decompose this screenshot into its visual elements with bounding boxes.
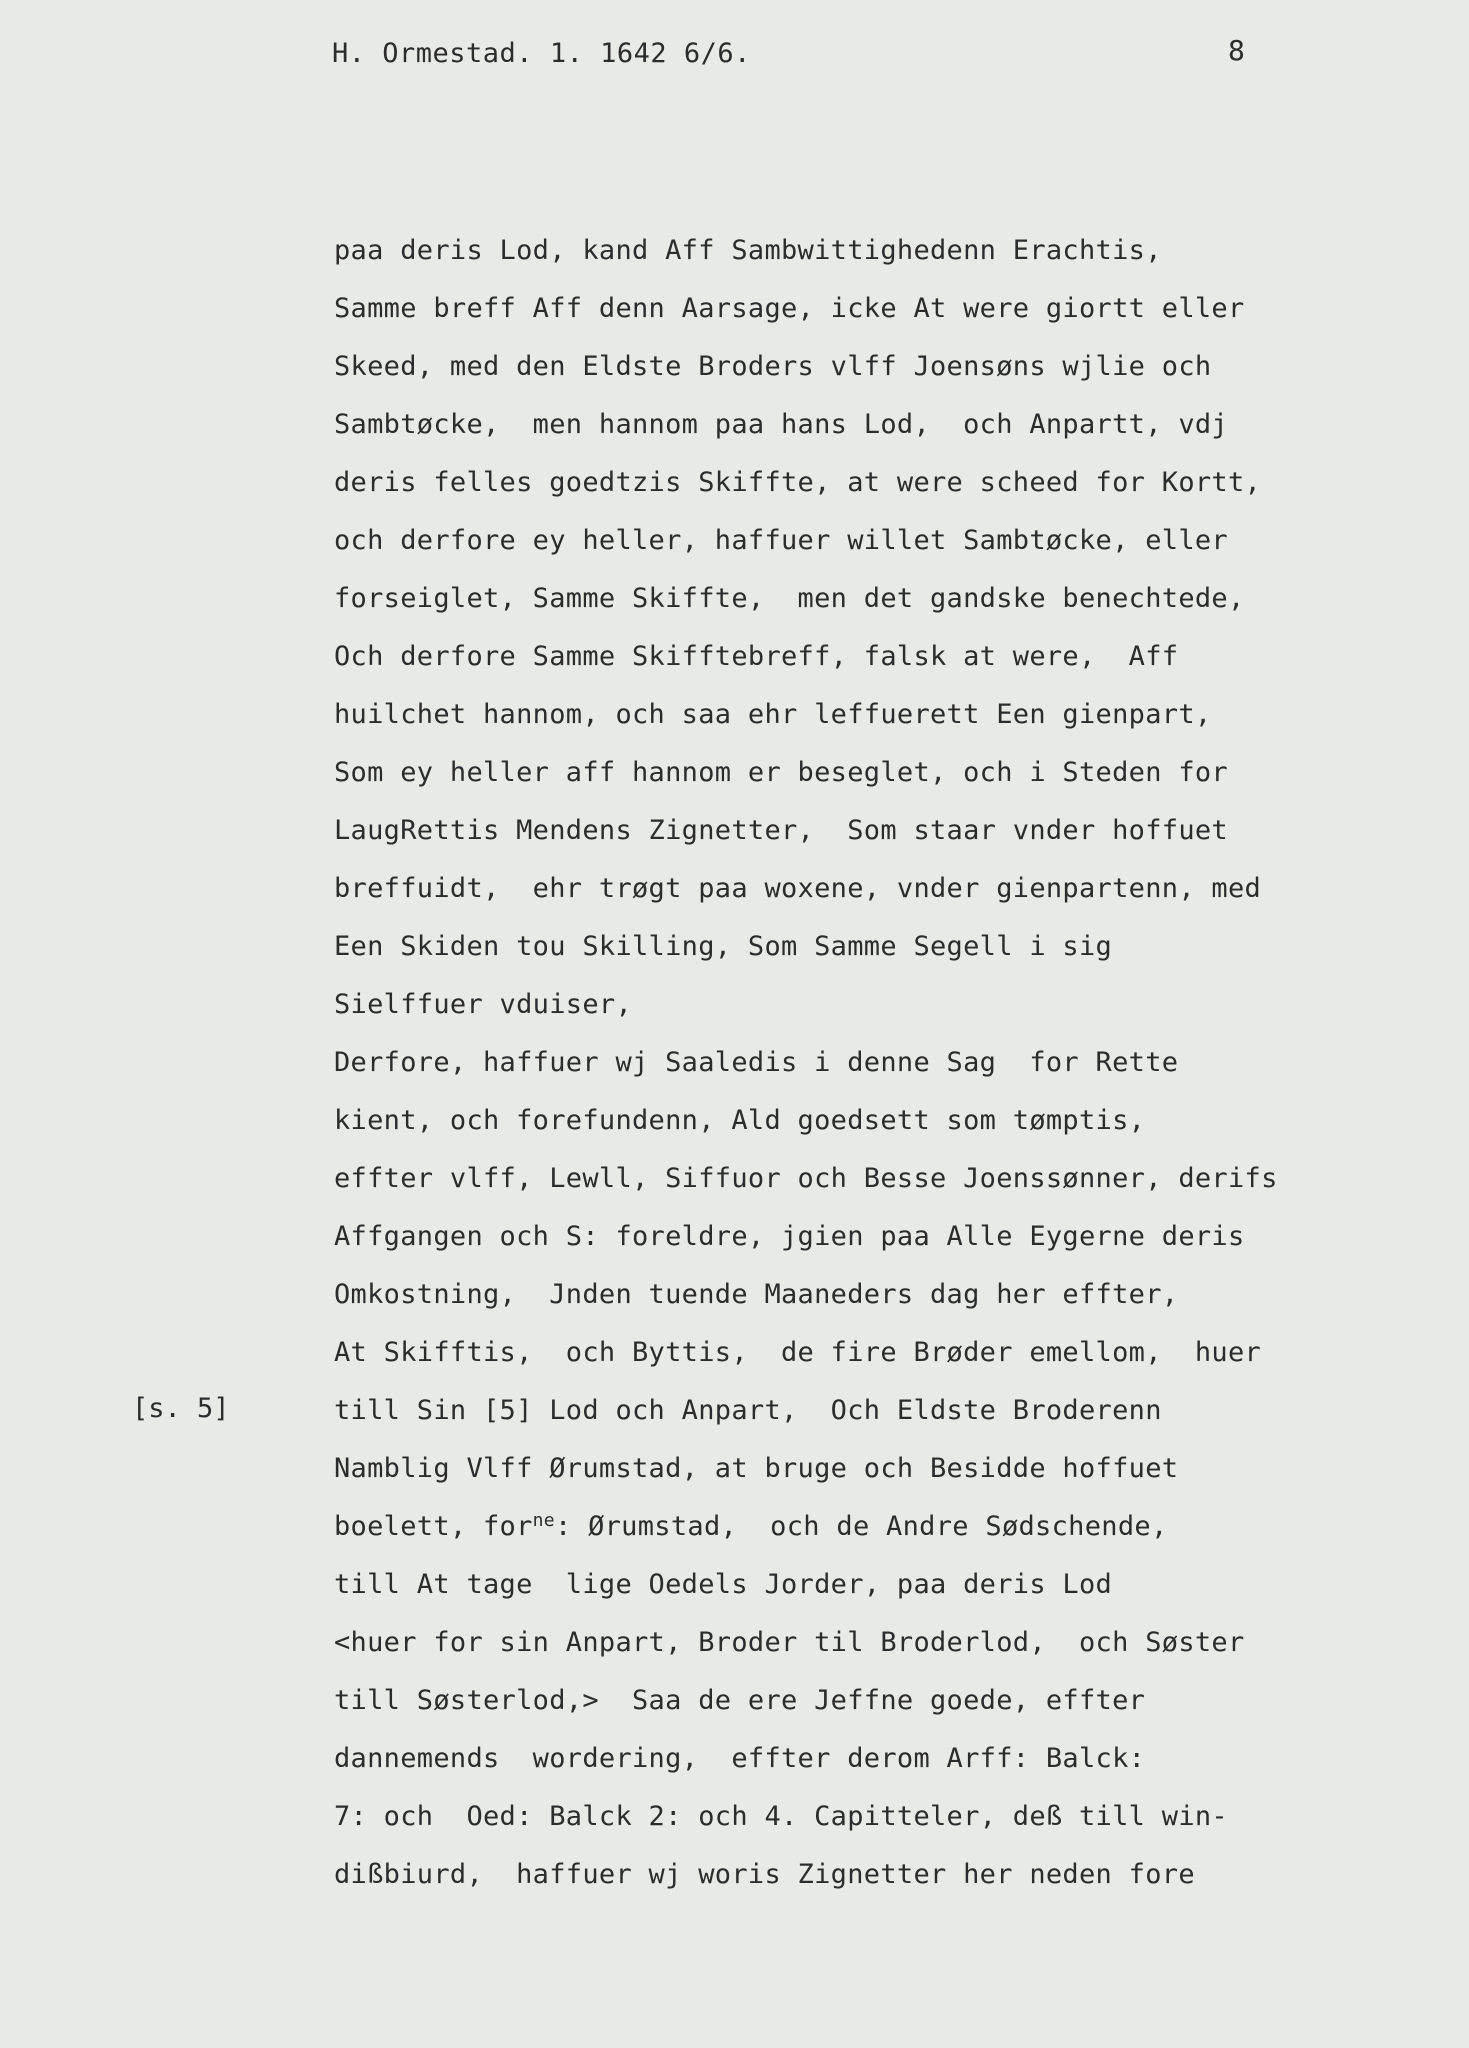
page-number: 8	[1228, 34, 1245, 67]
text-line-4: Sambtøcke, men hannom paa hans Lod, och Anpartt, vdj	[334, 409, 1228, 440]
superscript-ne: ne	[532, 1510, 555, 1531]
text-line-13: Een Skiden tou Skilling, Som Samme Segell i sig	[334, 931, 1113, 962]
text-line-11: LaugRettis Mendens Zignetter, Som staar vnder hoffuet	[334, 815, 1228, 846]
text-line-19: Omkostning, Jnden tuende Maaneders dag her effter,	[334, 1279, 1179, 1310]
text-line-3: Skeed, med den Eldste Broders vlff Joensøns wjlie och	[334, 351, 1212, 382]
text-line-18: Affgangen och S: foreldre, jgien paa Alle Eygerne deris	[334, 1221, 1245, 1252]
text-line-7: forseiglet, Samme Skiffte, men det gandske benechtede,	[334, 583, 1245, 614]
text-line-14: Sielffuer vduiser,	[334, 989, 632, 1020]
text-line-8: Och derfore Samme Skifftebreff, falsk at were, Aff	[334, 641, 1179, 672]
text-line-28: 7: och Oed: Balck 2: och 4. Capitteler, deß till win-	[334, 1801, 1228, 1832]
text-line-6: och derfore ey heller, haffuer willet Sambtøcke, eller	[334, 525, 1228, 556]
text-line-9: huilchet hannom, och saa ehr leffuerett Een gienpart,	[334, 699, 1212, 730]
text-line-22: Namblig Vlff Ørumstad, at bruge och Besidde hoffuet	[334, 1453, 1179, 1484]
margin-note: [s. 5]	[132, 1393, 230, 1424]
page-header-title: H. Ormestad. 1. 1642 6/6.	[332, 38, 751, 69]
text-line-2: Samme breff Aff denn Aarsage, icke At were giortt eller	[334, 293, 1245, 324]
text-line-10: Som ey heller aff hannom er beseglet, och i Steden for	[334, 757, 1228, 788]
text-line-1: paa deris Lod, kand Aff Sambwittighedenn Erachtis,	[334, 235, 1162, 266]
text-line-23	[334, 1498, 1444, 1556]
text-line-20: At Skifftis, och Byttis, de fire Brøder emellom, huer	[334, 1337, 1262, 1368]
transcription-body	[334, 222, 1444, 1904]
text-line-23-end: : Ørumstad, och de Andre Sødschende,	[554, 1511, 1168, 1542]
text-line-27: dannemends wordering, effter derom Arff: Balck:	[334, 1743, 1146, 1774]
text-line-29: dißbiurd, haffuer wj woris Zignetter her neden fore	[334, 1859, 1195, 1890]
text-line-17: effter vlff, Lewll, Siffuor och Besse Joenssønner, derifs	[334, 1163, 1278, 1194]
text-line-25: <huer for sin Anpart, Broder til Broderlod, och Søster	[334, 1627, 1245, 1658]
text-line-23-start: boelett, for	[334, 1511, 533, 1542]
text-line-5: deris felles goedtzis Skiffte, at were scheed for Kortt,	[334, 467, 1262, 498]
text-line-16: kient, och forefundenn, Ald goedsett som tømptis,	[334, 1105, 1146, 1136]
text-line-24: till At tage lige Oedels Jorder, paa deris Lod	[334, 1569, 1113, 1600]
text-line-21: till Sin [5] Lod och Anpart, Och Eldste Broderenn	[334, 1395, 1162, 1426]
text-line-12: breffuidt, ehr trøgt paa woxene, vnder gienpartenn, med	[334, 873, 1262, 904]
text-line-15: Derfore, haffuer wj Saaledis i denne Sag for Rette	[334, 1047, 1179, 1078]
text-line-26: till Søsterlod,> Saa de ere Jeffne goede, effter	[334, 1685, 1146, 1716]
